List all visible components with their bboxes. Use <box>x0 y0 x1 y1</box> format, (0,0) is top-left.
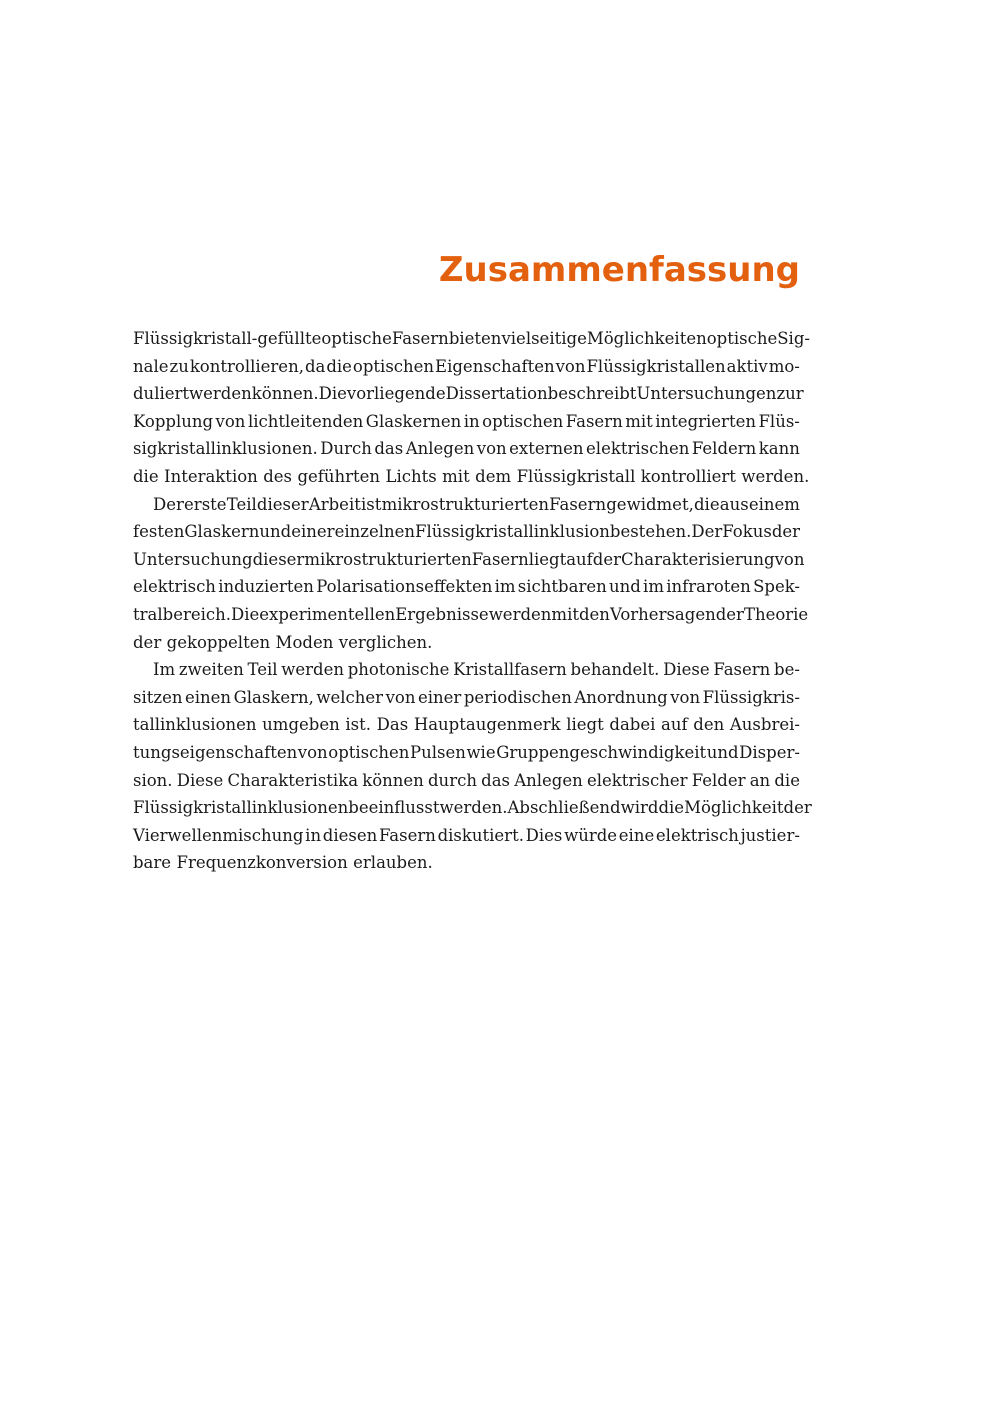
chapter-title: Zusammenfassung <box>438 250 800 290</box>
text-line: Vierwellenmischung in diesen Fasern diskutiert. Dies würde eine elektrisch justier- <box>133 825 800 845</box>
text-line: Flüssigkristall-gefüllte optische Fasern bieten vielseitige Möglichkeiten optische Sig- <box>133 329 810 348</box>
text-line: Der erste Teil dieser Arbeit ist mikrostrukturierten Fasern gewidmet, die aus einem <box>153 494 800 514</box>
text-line: tallinklusionen umgeben ist. Das Hauptaugenmerk liegt dabei auf den Ausbrei- <box>133 715 800 735</box>
text-line: festen Glaskern und einer einzelnen Flüssigkristallinklusion bestehen. Der Fokus der <box>133 522 801 542</box>
text-line: sitzen einen Glaskern, welcher von einer periodischen Anordnung von Flüssigkris- <box>133 687 800 707</box>
text-line: bare Frequenzkonversion erlauben. <box>133 853 433 873</box>
text-line: tungseigenschaften von optischen Pulsen wie Gruppengeschwindigkeit und Disper- <box>133 742 800 762</box>
text-line: sigkristallinklusionen. Durch das Anlegen von externen elektrischen Feldern kann <box>133 439 800 459</box>
text-line: die Interaktion des geführten Lichts mit dem Flüssigkristall kontrolliert werden. <box>133 466 810 486</box>
paragraph-2 <box>133 491 809 657</box>
text-line: elektrisch induzierten Polarisationseffekten im sichtbaren und im infraroten Spek- <box>133 577 800 597</box>
text-line: Kopplung von lichtleitenden Glaskernen in optischen Fasern mit integrierten Flüs- <box>133 411 800 431</box>
paragraph-1 <box>133 325 810 491</box>
text-line: Flüssigkristallinklusionen beeinflusst werden. Abschließend wird die Möglichkeit der <box>133 798 812 818</box>
text-line: sion. Diese Charakteristika können durch das Anlegen elektrischer Felder an die <box>133 770 800 790</box>
text-line: der gekoppelten Moden verglichen. <box>133 632 433 652</box>
text-line: Untersuchung dieser mikrostrukturierten Fasern liegt auf der Charakterisierung von <box>133 549 805 569</box>
text-line: nale zu kontrollieren, da die optischen Eigenschaften von Flüssigkristallen aktiv mo- <box>133 356 800 376</box>
paragraph-3 <box>133 656 812 877</box>
text-line: duliert werden können. Die vorliegende Dissertation beschreibt Untersuchungen zur <box>133 384 804 404</box>
text-line: Im zweiten Teil werden photonische Kristallfasern behandelt. Diese Fasern be- <box>153 660 800 680</box>
text-line: tralbereich. Die experimentellen Ergebnisse werden mit den Vorhersagen der Theorie <box>133 604 809 624</box>
abstract-body <box>133 325 812 877</box>
